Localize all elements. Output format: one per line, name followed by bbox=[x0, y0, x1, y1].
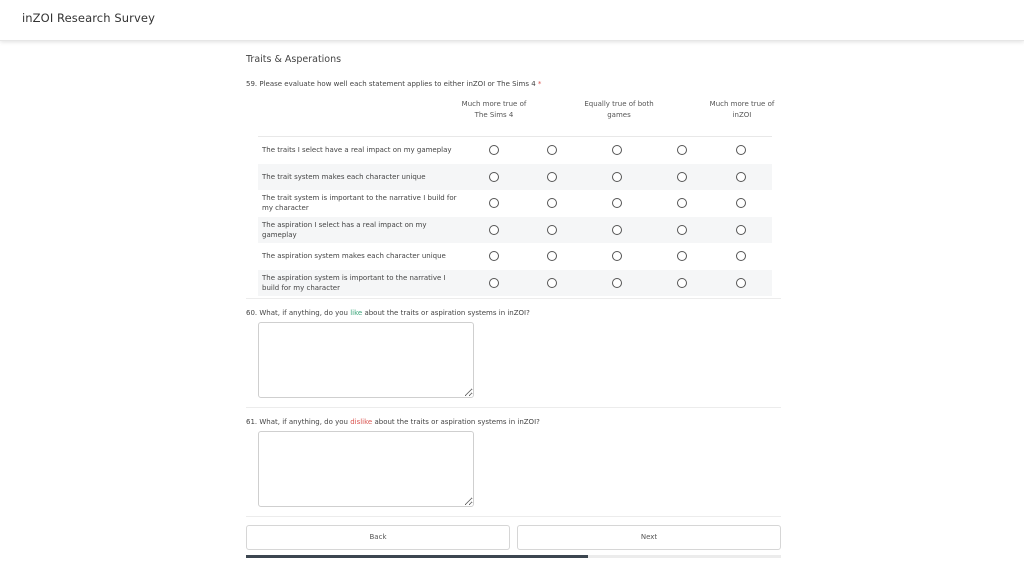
app-title: inZOI Research Survey bbox=[22, 11, 155, 25]
radio-option-2[interactable] bbox=[547, 251, 557, 261]
question-59-label bbox=[246, 80, 541, 88]
question-60-suffix: about the traits or aspiration systems in inZOI? bbox=[362, 309, 530, 317]
next-button[interactable]: Next bbox=[517, 525, 781, 550]
radio-option-4[interactable] bbox=[677, 278, 687, 288]
matrix-row-statement: The aspiration system is important to the narrative I build for my character bbox=[262, 273, 446, 292]
matrix-row-statement: The aspiration I select has a real impact on my gameplay bbox=[262, 220, 427, 239]
matrix-row-statement: The traits I select have a real impact on my gameplay bbox=[262, 146, 452, 155]
back-button[interactable]: Back bbox=[246, 525, 510, 550]
radio-option-2[interactable] bbox=[547, 278, 557, 288]
column-header-much-more-inzoi: Much more true of inZOI bbox=[709, 100, 775, 119]
matrix-row bbox=[258, 190, 772, 217]
radio-option-3[interactable] bbox=[612, 225, 622, 235]
radio-option-2[interactable] bbox=[547, 145, 557, 155]
radio-option-3[interactable] bbox=[612, 278, 622, 288]
radio-option-3[interactable] bbox=[612, 172, 622, 182]
radio-option-1[interactable] bbox=[489, 145, 499, 155]
question-59-text: 59. Please evaluate how well each statement applies to either inZOI or The Sims 4 bbox=[246, 80, 536, 88]
divider bbox=[246, 516, 781, 517]
column-header-much-more-sims4: Much more true of The Sims 4 bbox=[461, 100, 527, 119]
radio-option-5[interactable] bbox=[736, 145, 746, 155]
question-59-matrix bbox=[258, 97, 775, 296]
matrix-row-statement: The aspiration system makes each character unique bbox=[262, 252, 446, 261]
matrix-row-statement: The trait system is important to the narrative I build for my character bbox=[262, 194, 457, 213]
question-61-keyword: dislike bbox=[350, 418, 373, 426]
radio-option-1[interactable] bbox=[489, 172, 499, 182]
required-marker: * bbox=[537, 80, 542, 88]
progress-fill bbox=[246, 555, 588, 558]
radio-option-5[interactable] bbox=[736, 198, 746, 208]
radio-option-2[interactable] bbox=[547, 172, 557, 182]
divider bbox=[246, 298, 781, 299]
radio-option-3[interactable] bbox=[612, 251, 622, 261]
radio-option-4[interactable] bbox=[677, 172, 687, 182]
matrix-row bbox=[258, 137, 772, 164]
matrix-header bbox=[258, 97, 775, 137]
radio-option-3[interactable] bbox=[612, 198, 622, 208]
app-header bbox=[0, 0, 1024, 41]
column-header-equally-true: Equally true of both games bbox=[584, 100, 654, 119]
question-61-textarea[interactable] bbox=[258, 431, 474, 507]
question-60-textarea[interactable] bbox=[258, 322, 474, 398]
radio-option-1[interactable] bbox=[489, 225, 499, 235]
radio-option-4[interactable] bbox=[677, 198, 687, 208]
radio-option-1[interactable] bbox=[489, 278, 499, 288]
radio-option-4[interactable] bbox=[677, 251, 687, 261]
matrix-row bbox=[258, 243, 772, 270]
radio-option-2[interactable] bbox=[547, 225, 557, 235]
question-61-label bbox=[246, 418, 540, 426]
matrix-row bbox=[258, 164, 772, 191]
radio-option-5[interactable] bbox=[736, 251, 746, 261]
matrix-row bbox=[258, 217, 772, 244]
radio-option-4[interactable] bbox=[677, 145, 687, 155]
question-60-prefix: 60. What, if anything, do you bbox=[246, 309, 351, 317]
progress-bar bbox=[246, 555, 781, 558]
question-60-keyword: like bbox=[350, 309, 363, 317]
divider bbox=[246, 407, 781, 408]
radio-option-4[interactable] bbox=[677, 225, 687, 235]
matrix-rows bbox=[258, 137, 772, 296]
question-61-suffix: about the traits or aspiration systems in inZOI? bbox=[372, 418, 540, 426]
section-title: Traits & Asperations bbox=[246, 54, 342, 65]
matrix-row-statement: The trait system makes each character unique bbox=[262, 172, 426, 181]
matrix-row bbox=[258, 270, 772, 297]
radio-option-2[interactable] bbox=[547, 198, 557, 208]
radio-option-3[interactable] bbox=[612, 145, 622, 155]
radio-option-5[interactable] bbox=[736, 172, 746, 182]
radio-option-5[interactable] bbox=[736, 225, 746, 235]
radio-option-1[interactable] bbox=[489, 198, 499, 208]
question-61-prefix: 61. What, if anything, do you bbox=[246, 418, 351, 426]
radio-option-5[interactable] bbox=[736, 278, 746, 288]
radio-option-1[interactable] bbox=[489, 251, 499, 261]
question-60-label bbox=[246, 309, 530, 317]
